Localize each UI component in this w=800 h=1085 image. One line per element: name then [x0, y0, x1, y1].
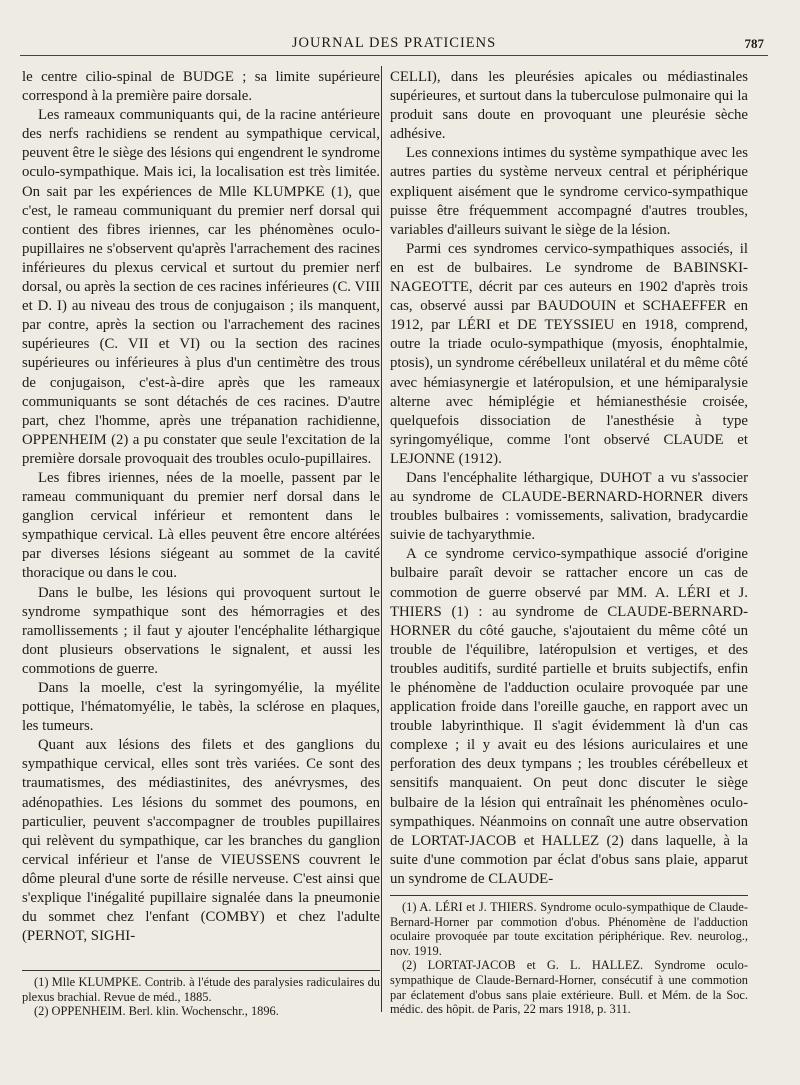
footnote: (2) LORTAT-JACOB et G. L. HALLEZ. Syndrome oculo-sympathique de Claude-Bernard-Horner, consécutif à une commotion par éclatement d'obus sans plaie extérieure. Bull. et Mém. de la Soc. médic. des hôpit. de Paris, 22 mars 1918, p. 311. — [390, 958, 748, 1017]
paragraph: Dans l'encéphalite léthargique, DUHOT a vu s'associer au syndrome de CLAUDE-BERNARD-HORNER divers troubles bulbaires : vomissements, salivation, bradycardie suivie de tachyarythmie. — [390, 469, 748, 544]
journal-title: JOURNAL DES PRATICIENS — [291, 35, 497, 51]
footnote: (2) OPPENHEIM. Berl. klin. Wochenschr., 1896. — [34, 1004, 279, 1019]
paragraph: Quant aux lésions des filets et des ganglions du sympathique cervical, elles sont très variées. Ce sont des traumatismes, des médiastinites, des anévrysmes, des adénopathies. Les lésions du sommet des poumons, en particulier, peuvent s'accompagner de troubles pupillaires qui relèvent du sympathique, car les branches du ganglion cervical inférieur et l'anse de VIEUSSENS couvrent le dôme pleural d'une sorte de résille nerveuse. C'est ainsi que s'explique l'inégalité pupillaire signalée dans la pneumonie du sommet chez l'enfant (COMBY) et chez l'adulte (PERNOT, SIGHI- — [22, 737, 380, 945]
paragraph: Les connexions intimes du système sympathique avec les autres parties du système nerveux central et périphérique expliquent aisément que le syndrome cervico-sympathique puisse être fréquemment accompagné d'autres troubles, variables d'ailleurs suivant le siège de la lésion. — [390, 145, 748, 238]
right-column — [390, 68, 748, 889]
paragraph: Les fibres iriennes, nées de la moelle, passent par le rameau communiquant du premier nerf dorsal dans le ganglion cervical inférieur et remontent dans le sympathique cervical. Là elles peuvent être encore altérées par diverses lésions siégeant au sommet de la cavité thoracique ou dans le cou. — [22, 469, 380, 582]
footnote-rule — [22, 970, 380, 971]
footnote-rule — [390, 895, 748, 896]
footnotes-right — [390, 900, 748, 1017]
paragraph: Dans le bulbe, les lésions qui provoquent surtout le syndrome sympathique sont des hémorragies et des ramollissements ; il faut y ajouter l'encéphalite léthargique dont plusieurs observations le signalent, et aussi les commotions de guerre. — [22, 584, 380, 677]
paragraph: CELLI), dans les pleurésies apicales ou médiastinales supérieures, et surtout dans la tuberculose pulmonaire qui la produit sans doute en provoquant une pleurésie sèche adhésive. — [390, 69, 748, 143]
paragraph: Les rameaux communiquants qui, de la racine antérieure des nerfs rachidiens se rendent au sympathique cervical, peuvent être le siège des lésions qui engendrent le syndrome oculo-sympathique. Mais ici, la localisation est très limitée. On sait par les expériences de Mlle KLUMPKE (1), que c'est, le rameau communiquant du premier nerf dorsal qui contient des fibres iriennes, car les phénomènes oculo-pupillaires ne s'observent qu'après l'arrachement des racines inférieures du plexus cervical et surtout du premier nerf dorsal, ou après la section de ces racines inférieures (C. VIII et D. I) au niveau des trous de conjugaison ; ils manquent, par contre, après la section ou l'arrachement des racines supérieures (C. VII et VI) ou la section des racines supérieures ou inférieures à plus d'un centimètre des trous de conjugaison, c'est-à-dire après que les rameaux communiquants se sont détachés de ces racines. D'autre part, chez l'homme, après une trépanation rachidienne, OPPENHEIM (2) a pu constater que seule l'excitation de la première dorsale provoquait des troubles oculo-pupillaires. — [22, 107, 380, 467]
left-column — [22, 68, 380, 946]
paragraph: A ce syndrome cervico-sympathique associé d'origine bulbaire paraît devoir se rattacher encore un cas de commotion de guerre observé par MM. A. LÉRI et J. THIERS (1) : au syndrome de CLAUDE-BERNARD-HORNER du côté gauche, s'ajoutaient du même côté un trouble de l'équilibre, latéropulsion et vertiges, et des troubles auditifs, surdité partielle et bruits subjectifs, enfin le phénomène de l'adduction oculaire provoquée par une application froide dans l'oreille gauche, en rapport avec un trouble labyrinthique. Il s'agit évidemment là d'un cas complexe ; il y avait eu des lésions auriculaires et une perforation des deux tympans ; les troubles cérébelleux et sensitifs manquaient. On peut donc discuter le siège bulbaire de la lésion qui entraînait les phénomènes oculo-sympathiques. Néanmoins on connaît une autre observation de LORTAT-JACOB et HALLEZ (2) dans laquelle, à la suite d'une commotion par éclat d'obus sans plaie, apparut un syndrome de CLAUDE- — [390, 546, 748, 887]
footnote: (1) Mlle KLUMPKE. Contrib. à l'étude des paralysies radiculaires du plexus brachial. Revue de méd., 1885. — [22, 975, 380, 1004]
paragraph: le centre cilio-spinal de BUDGE ; sa limite supérieure correspond à la première paire dorsale. — [22, 69, 380, 105]
footnote: (1) A. LÉRI et J. THIERS. Syndrome oculo-sympathique de Claude-Bernard-Horner par commotion d'obus. Phénomène de l'adduction oculaire provoquée par toute excitation périphérique. Rev. neurolog., nov. 1919. — [390, 900, 748, 958]
paragraph: Dans la moelle, c'est la syringomyélie, la myélite pottique, l'hématomyélie, le tabès, la sclérose en plaques, les tumeurs. — [22, 680, 380, 735]
page-number: 787 — [744, 36, 764, 51]
footnotes-left — [22, 975, 380, 1019]
column-divider — [381, 66, 382, 1012]
paragraph: Parmi ces syndromes cervico-sympathiques associés, il en est de bulbaires. Le syndrome de BABINSKI-NAGEOTTE, décrit par ces auteurs en 1902 d'après trois cas, observé aussi par BAUDOUIN et SCHAEFFER en 1912, par LÉRI et DE TEYSSIEU en 1918, comprend, outre la triade oculo-sympathique (myosis, énophtalmie, ptosis), un syndrome cérébelleux unilatéral et du même côté avec hémiasynergie et latéropulsion, et une hémiparalysie alterne avec hémiplégie et hémianesthésie croisée, quelquefois dissociation de l'anesthésie à type syringomyélique, comme l'ont observé CLAUDE et LEJONNE (1912). — [390, 240, 748, 467]
running-header — [20, 33, 768, 56]
